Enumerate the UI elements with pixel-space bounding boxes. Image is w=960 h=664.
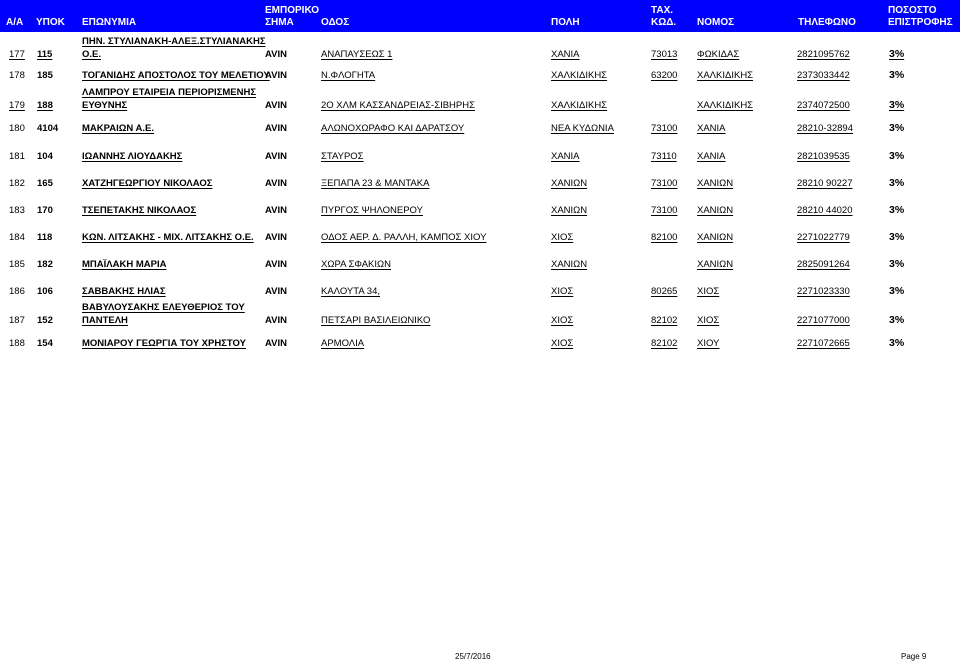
header-tilefono: ΤΗΛΕΦΩΝΟ	[798, 17, 856, 28]
header-poli: ΠΟΛΗ	[551, 17, 580, 28]
cell-brand: AVIN	[265, 151, 287, 162]
cell-nomos: ΧΑΝΙΩΝ	[697, 259, 734, 270]
cell-city: ΧΙΟΣ	[551, 286, 574, 297]
cell-brand: AVIN	[265, 100, 287, 111]
cell-brand: AVIN	[265, 205, 287, 216]
cell-pct: 3%	[889, 258, 905, 270]
cell-aa: 178	[9, 70, 25, 81]
header-pososto-1: ΠΟΣΟΣΤΟ	[888, 5, 937, 16]
cell-street: ΞΕΠΑΠΑ 23 & ΜΑΝΤΑΚΑ	[321, 178, 430, 189]
cell-ypok: 188	[37, 100, 53, 111]
cell-name-line1: ΙΩΑΝΝΗΣ ΛΙΟΥΔΑΚΗΣ	[82, 151, 183, 162]
cell-phone: 2271072665	[797, 338, 850, 349]
cell-brand: AVIN	[265, 123, 287, 134]
cell-nomos: ΧΑΝΙΩΝ	[697, 178, 734, 189]
cell-city: ΝΕΑ ΚΥΔΩΝΙΑ	[551, 123, 614, 134]
cell-pct: 3%	[889, 314, 905, 326]
cell-pct: 3%	[889, 150, 905, 162]
cell-name-line1: ΜΟΝΙΑΡΟΥ ΓΕΩΡΓΙΑ ΤΟΥ ΧΡΗΣΤΟΥ	[82, 338, 247, 349]
cell-ypok: 118	[37, 232, 53, 243]
cell-aa: 179	[9, 100, 25, 111]
cell-aa: 177	[9, 49, 25, 60]
header-aa: Α/Α	[6, 17, 24, 28]
cell-aa: 186	[9, 286, 25, 297]
cell-aa: 184	[9, 232, 25, 243]
cell-street: Ν.ΦΛΟΓΗΤΑ	[321, 70, 376, 81]
cell-pct: 3%	[889, 231, 905, 243]
cell-city: ΧΙΟΣ	[551, 315, 574, 326]
cell-name-line2: Ο.Ε.	[82, 49, 102, 60]
cell-phone: 2825091264	[797, 259, 850, 270]
cell-ypok: 104	[37, 151, 53, 162]
cell-ypok: 152	[37, 315, 53, 326]
cell-street: ΣΤΑΥΡΟΣ	[321, 151, 364, 162]
cell-brand: AVIN	[265, 70, 287, 81]
cell-phone: 2271077000	[797, 315, 850, 326]
cell-name-line1: ΜΠΑΪΛΑΚΗ ΜΑΡΙΑ	[82, 259, 167, 270]
cell-pct: 3%	[889, 48, 905, 60]
cell-city: ΧΙΟΣ	[551, 232, 574, 243]
cell-phone: 2821039535	[797, 151, 850, 162]
cell-pct: 3%	[889, 337, 905, 349]
cell-nomos: ΧΑΝΙΩΝ	[697, 205, 734, 216]
cell-city: ΧΙΟΣ	[551, 338, 574, 349]
cell-name-line2: ΕΥΘΥΝΗΣ	[82, 100, 128, 111]
cell-zip: 82102	[651, 338, 678, 349]
cell-street: ΟΔΟΣ ΑΕΡ. Δ. ΡΑΛΛΗ, ΚΑΜΠΟΣ ΧΙΟΥ	[321, 232, 487, 243]
cell-street: ΧΩΡΑ ΣΦΑΚΙΩΝ	[321, 259, 391, 270]
cell-ypok: 115	[37, 49, 53, 60]
header-ypok: ΥΠΟΚ	[36, 17, 65, 28]
cell-street: ΠΕΤΣΑΡΙ ΒΑΣΙΛΕΙΩΝΙΚΟ	[321, 315, 431, 326]
cell-aa: 180	[9, 123, 25, 134]
cell-zip: 73013	[651, 49, 678, 60]
cell-city: ΧΑΝΙΑ	[551, 49, 580, 60]
footer-page: Page 9	[901, 652, 927, 661]
cell-ypok: 165	[37, 178, 53, 189]
cell-nomos: ΧΙΟΥ	[697, 338, 720, 349]
cell-name-line1: ΒΑΒΥΛΟΥΣΑΚΗΣ ΕΛΕΥΘΕΡΙΟΣ ΤΟΥ	[82, 302, 245, 313]
cell-name-line1: ΠΗΝ. ΣΤΥΛΙΑΝΑΚΗ-ΑΛΕΞ.ΣΤΥΛΙΑΝΑΚΗΣ	[82, 36, 266, 47]
header-tk-1: ΤΑΧ.	[651, 5, 674, 16]
cell-nomos: ΧΑΝΙΑ	[697, 151, 726, 162]
header-emporiko-2: ΣΗΜΑ	[265, 17, 294, 28]
cell-brand: AVIN	[265, 259, 287, 270]
cell-aa: 181	[9, 151, 25, 162]
cell-name-line1: ΧΑΤΖΗΓΕΩΡΓΙΟΥ ΝΙΚΟΛΑΟΣ	[82, 178, 213, 189]
cell-brand: AVIN	[265, 49, 287, 60]
cell-brand: AVIN	[265, 178, 287, 189]
cell-ypok: 170	[37, 205, 53, 216]
cell-name-line1: ΣΑΒΒΑΚΗΣ ΗΛΙΑΣ	[82, 286, 166, 297]
cell-ypok: 4104	[37, 123, 59, 134]
cell-zip: 80265	[651, 286, 678, 297]
cell-phone: 28210 44020	[797, 205, 853, 216]
cell-pct: 3%	[889, 177, 905, 189]
cell-name-line1: ΤΣΕΠΕΤΑΚΗΣ ΝΙΚΟΛΑΟΣ	[82, 205, 197, 216]
cell-ypok: 182	[37, 259, 53, 270]
cell-aa: 187	[9, 315, 25, 326]
header-odos: ΟΔΟΣ	[321, 17, 350, 28]
cell-zip: 73100	[651, 178, 678, 189]
cell-phone: 2821095762	[797, 49, 850, 60]
header-emporiko-1: ΕΜΠΟΡΙΚΟ	[265, 5, 319, 16]
cell-nomos: ΧΑΛΚΙΔΙΚΗΣ	[697, 100, 754, 111]
cell-phone: 28210 90227	[797, 178, 853, 189]
cell-zip: 82100	[651, 232, 678, 243]
cell-aa: 188	[9, 338, 25, 349]
cell-brand: AVIN	[265, 286, 287, 297]
cell-city: ΧΑΝΙΩΝ	[551, 205, 588, 216]
table-header	[0, 0, 960, 32]
cell-ypok: 154	[37, 338, 53, 349]
cell-pct: 3%	[889, 285, 905, 297]
cell-name-line1: ΜΑΚΡΑΙΩΝ Α.Ε.	[82, 123, 155, 134]
cell-zip: 73100	[651, 205, 678, 216]
cell-aa: 183	[9, 205, 25, 216]
cell-street: ΚΑΛΟΥΤΑ 34,	[321, 286, 380, 297]
header-nomos: ΝΟΜΟΣ	[697, 17, 735, 28]
cell-pct: 3%	[889, 69, 905, 81]
header-pososto-2: ΕΠΙΣΤΡΟΦΗΣ	[888, 17, 953, 28]
cell-zip: 82102	[651, 315, 678, 326]
cell-zip: 73110	[651, 151, 677, 162]
cell-street: 2Ο ΧΛΜ ΚΑΣΣΑΝΔΡΕΙΑΣ-ΣΙΒΗΡΗΣ	[321, 100, 475, 111]
cell-name-line1: ΚΩΝ. ΛΙΤΣΑΚΗΣ - ΜΙΧ. ΛΙΤΣΑΚΗΣ Ο.Ε.	[82, 232, 254, 243]
cell-nomos: ΧΙΟΣ	[697, 315, 720, 326]
cell-street: ΑΝΑΠΑΥΣΕΩΣ 1	[321, 49, 393, 60]
header-eponymia: ΕΠΩΝΥΜΙΑ	[82, 17, 137, 28]
cell-nomos: ΧΙΟΣ	[697, 286, 720, 297]
cell-phone: 2271023330	[797, 286, 850, 297]
cell-ypok: 185	[37, 70, 53, 81]
cell-zip: 63200	[651, 70, 678, 81]
cell-ypok: 106	[37, 286, 53, 297]
cell-zip: 73100	[651, 123, 678, 134]
cell-brand: AVIN	[265, 232, 287, 243]
cell-aa: 182	[9, 178, 25, 189]
cell-nomos: ΧΑΝΙΩΝ	[697, 232, 734, 243]
cell-nomos: ΦΩΚΙΔΑΣ	[697, 49, 740, 60]
cell-city: ΧΑΛΚΙΔΙΚΗΣ	[551, 70, 608, 81]
cell-phone: 2374072500	[797, 100, 850, 111]
cell-nomos: ΧΑΝΙΑ	[697, 123, 726, 134]
cell-pct: 3%	[889, 204, 905, 216]
cell-pct: 3%	[889, 99, 905, 111]
cell-phone: 2271022779	[797, 232, 850, 243]
cell-name-line2: ΠΑΝΤΕΛΗ	[82, 315, 128, 326]
footer-date: 25/7/2016	[455, 652, 491, 661]
cell-brand: AVIN	[265, 315, 287, 326]
cell-phone: 2373033442	[797, 70, 850, 81]
cell-brand: AVIN	[265, 338, 287, 349]
cell-street: ΑΛΩΝΟΧΩΡΑΦΟ ΚΑΙ ΔΑΡΑΤΣΟΥ	[321, 123, 465, 134]
cell-city: ΧΑΛΚΙΔΙΚΗΣ	[551, 100, 608, 111]
cell-street: ΑΡΜΟΛΙΑ	[321, 338, 365, 349]
cell-city: ΧΑΝΙΩΝ	[551, 259, 588, 270]
cell-phone: 28210-32894	[797, 123, 853, 134]
header-tk-2: ΚΩΔ.	[651, 17, 677, 28]
cell-name-line1: ΛΑΜΠΡΟΥ ΕΤΑΙΡΕΙΑ ΠΕΡΙΟΡΙΣΜΕΝΗΣ	[82, 87, 257, 98]
cell-street: ΠΥΡΓΟΣ ΨΗΛΟΝΕΡΟΥ	[321, 205, 423, 216]
cell-aa: 185	[9, 259, 25, 270]
cell-name-line1: ΤΟΓΑΝΙΔΗΣ ΑΠΟΣΤΟΛΟΣ ΤΟΥ ΜΕΛΕΤΙΟΥ	[82, 70, 270, 81]
cell-city: ΧΑΝΙΩΝ	[551, 178, 588, 189]
cell-pct: 3%	[889, 122, 905, 134]
cell-city: ΧΑΝΙΑ	[551, 151, 580, 162]
cell-nomos: ΧΑΛΚΙΔΙΚΗΣ	[697, 70, 754, 81]
